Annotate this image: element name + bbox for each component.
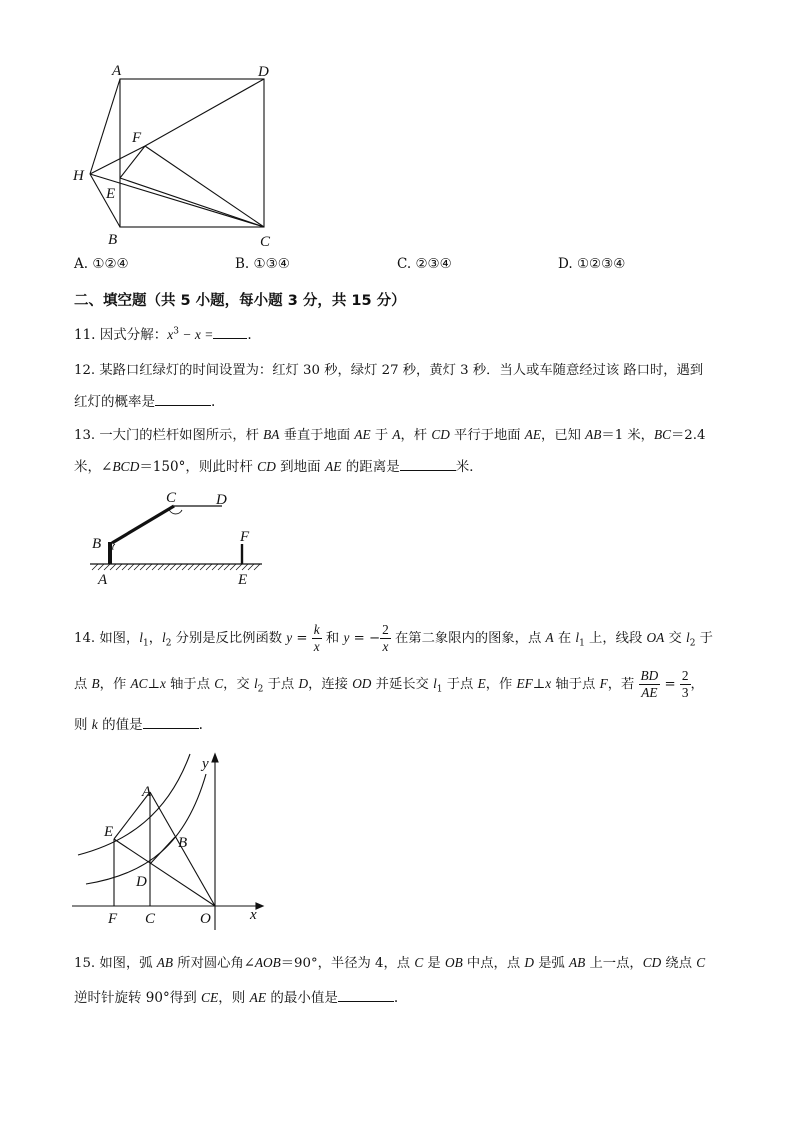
label-f: F <box>108 911 118 927</box>
option-d: D. ①②③④ <box>558 256 626 272</box>
segment-hf <box>90 146 145 174</box>
option-c: C. ②③④ <box>397 256 452 272</box>
label-e: E <box>106 186 116 202</box>
gate-figure <box>86 486 266 592</box>
label-b: B <box>108 232 118 248</box>
y-axis-arrow <box>212 754 218 762</box>
label-c: C <box>260 234 271 250</box>
label-d: D <box>216 492 227 508</box>
square-figure <box>66 58 286 250</box>
answer-blank-14[interactable] <box>143 714 199 729</box>
angle-arc-b <box>113 544 115 550</box>
angle-arc-c <box>169 509 182 514</box>
segment-ef <box>120 146 145 178</box>
question-14-line1: 14. 如图，$l_1$，$l_2$ 分别是反比例函数 y = $\frac{k}{x}$ 和 y = − $\frac{2}{x}$ 在第二象限内的图象，点 A 在 $l_1$ 上，线段 OA 交 $l_2$ 于 <box>74 622 713 654</box>
hyperbola-figure <box>68 752 268 934</box>
label-e: E <box>104 824 114 840</box>
bar-bc <box>112 506 174 543</box>
label-f: F <box>132 130 142 146</box>
label-a: A <box>98 572 108 588</box>
label-e: E <box>238 572 248 588</box>
answer-blank-13[interactable] <box>400 456 456 471</box>
fraction-k-over-x: $\frac{k}{x}$ <box>313 622 320 654</box>
question-14-line3: 则 k 的值是 . <box>74 713 203 733</box>
label-d: D <box>136 874 147 890</box>
label-a: A <box>142 784 152 800</box>
segment-fd <box>145 79 264 146</box>
answer-blank-11[interactable] <box>213 324 247 339</box>
label-f: F <box>240 529 250 545</box>
label-c: C <box>145 911 156 927</box>
question-15-line1: 15. 如图，弧 AB 所对圆心角∠AOB＝90°，半径为 4，点 C 是 OB 中点，点 D 是弧 AB 上一点，CD 绕点 C <box>74 955 706 971</box>
label-y: y <box>202 756 209 772</box>
segment-ec <box>120 178 264 227</box>
segment-ha <box>90 79 120 174</box>
label-a: A <box>112 63 122 79</box>
fraction-2-over-x: $\frac{2}{x}$ <box>382 622 389 654</box>
label-x: x <box>250 907 257 923</box>
question-12-line2: 红灯的概率是 . <box>74 390 215 410</box>
label-c: C <box>166 490 177 506</box>
option-a: A. ①②④ <box>74 256 129 272</box>
question-11: 11. 因式分解：$x^3 - x$ = . <box>74 323 252 343</box>
question-14-line2: 点 B，作 AC⊥x 轴于点 C，交 $l_2$ 于点 D，连接 OD 并延长交 $l_1$ 于点 E，作 EF⊥x 轴于点 F，若 $\frac{BD}{AE}$ = $\frac{2}{3}$ ， <box>74 668 704 700</box>
label-o: O <box>200 911 211 927</box>
question-13-line1: 13. 一大门的栏杆如图所示，杆 BA 垂直于地面 AE 于 A，杆 CD 平行于地面 AE，已知 AB＝1 米，BC＝2.4 <box>74 427 706 443</box>
answer-blank-15[interactable] <box>338 987 394 1002</box>
ground-hatching <box>92 564 260 570</box>
label-d: D <box>258 64 269 80</box>
answer-blank-12[interactable] <box>155 391 211 406</box>
label-h: H <box>73 168 84 184</box>
segment-fc <box>145 146 264 227</box>
fraction-bd-over-ae: $\frac{BD}{AE}$ <box>640 668 659 700</box>
question-13-line2: 米，∠BCD＝150°，则此时杆 CD 到地面 AE 的距离是 米． <box>74 455 483 475</box>
fraction-2-over-3: $\frac{2}{3}$ <box>681 668 689 700</box>
segment-bd <box>150 837 175 864</box>
question-15-line2: 逆时针旋转 90°得到 CE，则 AE 的最小值是 . <box>74 986 398 1006</box>
label-b: B <box>92 536 102 552</box>
section-heading: 二、填空题（共 5 小题，每小题 3 分，共 15 分） <box>74 293 406 309</box>
label-b: B <box>178 835 188 851</box>
question-12-line1: 12. 某路口红绿灯的时间设置为：红灯 30 秒，绿灯 27 秒，黄灯 3 秒．当人或车随意经过该 路口时，遇到 <box>74 363 704 378</box>
option-b: B. ①③④ <box>235 256 290 272</box>
x-axis-arrow <box>256 903 263 909</box>
